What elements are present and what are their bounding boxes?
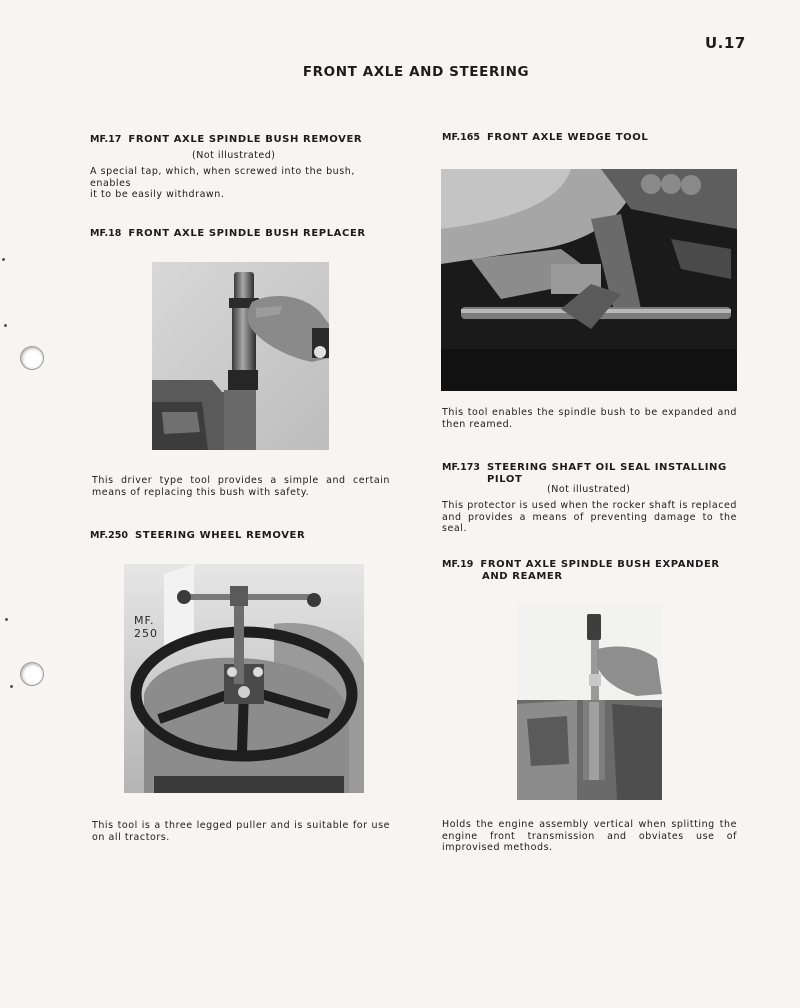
heading-text-line2: AND REAMER: [482, 571, 563, 582]
section-body-mf19: Holds the engine assembly vertical when splitting the engine front transmission and obviates use of improvised methods.: [442, 819, 737, 853]
punch-hole-bottom: [20, 662, 44, 686]
heading-text: STEERING WHEEL REMOVER: [135, 530, 306, 541]
tool-code: MF.17: [90, 134, 122, 145]
section-body-mf173: This protector is used when the rocker shaft is replaced and provides a means of preventing damage to the seal.: [442, 500, 737, 534]
heading-text-line2: PILOT: [487, 474, 523, 485]
heading-text: FRONT AXLE SPINDLE BUSH REMOVER: [128, 134, 363, 145]
section-heading-mf18: [90, 228, 366, 240]
heading-text: FRONT AXLE SPINDLE BUSH EXPANDER: [480, 559, 720, 570]
heading-text: FRONT AXLE SPINDLE BUSH REPLACER: [128, 228, 366, 239]
heading-text: FRONT AXLE WEDGE TOOL: [487, 132, 649, 143]
photo-label-line: MF.: [134, 614, 155, 627]
section-body-mf17: [90, 166, 390, 201]
section-body-mf250: This tool is a three legged puller and is suitable for use on all tractors.: [92, 820, 390, 843]
photo-bush-expander: [517, 604, 662, 800]
tool-code: MF.165: [442, 132, 480, 143]
margin-mark: [5, 618, 8, 621]
page-number: U.17: [705, 34, 746, 52]
photo-wedge-tool: [441, 169, 737, 391]
punch-hole-top: [20, 346, 44, 370]
margin-mark: [2, 258, 5, 261]
heading-text: STEERING SHAFT OIL SEAL INSTALLING: [487, 462, 727, 473]
photo-label-line: 250: [134, 627, 158, 640]
section-body-mf165: This tool enables the spindle bush to be expanded and then reamed.: [442, 407, 737, 430]
not-illustrated-note: (Not illustrated): [547, 484, 631, 495]
page-title: FRONT AXLE AND STEERING: [302, 64, 530, 80]
section-heading-mf173: [442, 462, 727, 486]
tool-code: MF.250: [90, 530, 128, 541]
section-heading-mf19: [442, 559, 720, 583]
margin-mark: [10, 685, 13, 688]
tool-code: MF.173: [442, 462, 480, 473]
section-body-mf18: This driver type tool provides a simple and certain means of replacing this bush with safety.: [92, 475, 390, 498]
tool-code: MF.19: [442, 559, 474, 570]
section-heading-mf250: [90, 530, 305, 542]
photo-steering-wheel-remover: [124, 564, 364, 793]
section-heading-mf165: [442, 132, 648, 144]
margin-mark: [4, 324, 7, 327]
tool-code: MF.18: [90, 228, 122, 239]
body-line: it to be easily withdrawn.: [90, 189, 225, 200]
body-line: A special tap, which, when screwed into the bush, enables: [90, 166, 355, 189]
photo-label: [134, 614, 158, 640]
section-heading-mf17: [90, 134, 362, 146]
photo-bush-replacer: [152, 262, 329, 450]
not-illustrated-note: (Not illustrated): [192, 150, 276, 161]
